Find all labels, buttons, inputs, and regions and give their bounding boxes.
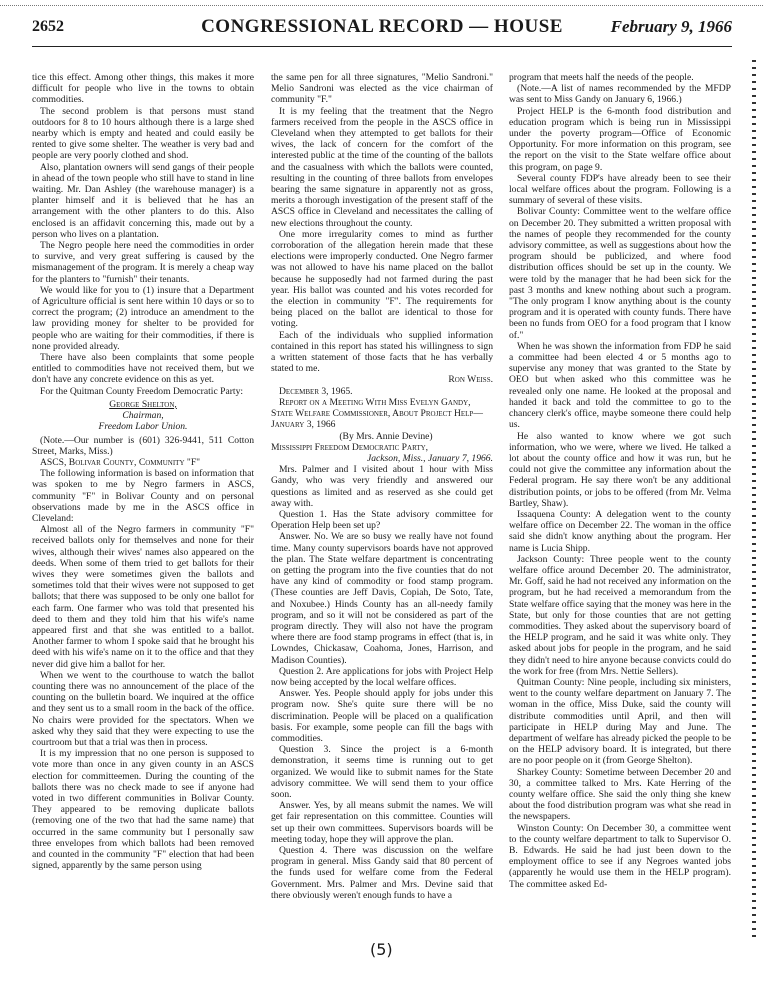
top-dotted-rule xyxy=(0,5,763,6)
paragraph: We would like for you to (1) insure that a Department of Agriculture official is sent here within 10 days or so to correct the program; (2) introduce an amendment to the law providing money for shelter to be provided for people who are waiting for their commodities, if there is none provided already. xyxy=(32,284,254,352)
paragraph: Mrs. Palmer and I visited about 1 hour with Miss Gandy, who was very friendly and answered our questions as limited and as reserved as she could get away with. xyxy=(271,464,493,509)
signatory-title: Chairman, xyxy=(122,410,164,422)
paragraph: Bolivar County: Committee went to the welfare office on December 20. They submitted a written proposal with the names of people they recommended for the county advisory committee, as well as suggestions about how the program should be publicized, and where food distribution offices should be set up in the county. We were told by the manager that he had been sick for the past 3 months and knew nothing about such a program. "The only program I know anything about is the county program and it is operated with county funds. There have been no funds from OEO for a food program that I know of." xyxy=(509,206,731,341)
signatory-name: Ron Weiss. xyxy=(448,374,493,386)
paragraph: Almost all of the Negro farmers in community "F" received ballots only for themselves and none for their wives, although their wives' names also appeared on the deeds. When some of them tried to get ballots for their wives they were sometimes given the ballots and sometimes told that their wives were not supposed to get ballots; that there was supposed to be only one ballot for each farm. One farmer who was told that presented his deed to them and they told him that his wife's name appeared first and that she was entitled to a ballot. Another farmer to whom I spoke said that he brought his deed with his wife's name on it to the office and that they never did give him a ballot for her. xyxy=(32,524,254,670)
note: (Note.—A list of names recommended by the MFDP was sent to Miss Gandy on January 6, 1966.) xyxy=(509,83,731,106)
header-rule xyxy=(32,46,732,47)
page-number: 2652 xyxy=(32,18,64,35)
paragraph: tice this effect. Among other things, this makes it more difficult for people who live in the towns to obtain commodities. xyxy=(32,72,254,106)
page-header xyxy=(32,14,732,46)
paragraph: One more irregularity comes to mind as further corroboration of the allegation herein made that these elections were improperly conducted. One Negro farmer was not allowed to have his name placed on the ballot because he supposedly had not farmed during the past year. His ballot was counted and his votes recorded for the election in community "F". The requirements for being placed on the ballot are identical to those for voting. xyxy=(271,228,493,330)
document-date: December 3, 1965. xyxy=(279,385,353,397)
paragraph: Several county FDP's have already been to see their local welfare offices about the program. Following is a summary of several of these visits. xyxy=(509,172,731,207)
paragraph: Quitman County: Nine people, including six ministers, went to the county welfare department on January 7. The woman in the office, Miss Duke, said the county will distribute commodities until April, and then will participate in HELP during May and June. The department of welfare has already picked the people to be on the HELP advisory board. It is integrated, but there are no poor people on it (from George Shelton). xyxy=(509,676,731,767)
paragraph: When we went to the courthouse to watch the ballot counting there was no announcement of the place of the counting on the bulletin board. We inquired at the office and they sent us to a small room in the back of the office. No chairs were provided for the spectators. When we asked why they said that they were expecting to use the courtroom but that a trial was then in process. xyxy=(32,669,254,748)
paragraph: The following information is based on information that was spoken to me by Negro farmers in ASCS, community "F" in Bolivar County and on personal observations made by me in the ASCS office in Cleveland: xyxy=(32,468,254,524)
publication-title: CONGRESSIONAL RECORD — HOUSE xyxy=(201,16,563,37)
paragraph: Issaquena County: A delegation went to the county welfare office on December 22. The woman in the office said she didn't know anything about the program. Her name is Lucia Shipp. xyxy=(509,508,731,554)
dateline: Jackson, Miss., January 7, 1966. xyxy=(366,452,493,464)
page-footer-mark: (5) xyxy=(370,940,393,959)
paragraph: Jackson County: Three people went to the county welfare office around December 20. The administrator, Mr. Goff, said he had not received any information on the program, but he had received a memorandum from the State welfare office saying that the money was here in the State, but only for those counties that are not getting commodities. They asked about the supervisory board of the HELP program, and he said it was white only. They asked about jobs for people in the program, and he said they didn't need to hire anyone because convicts could do the work for free (from Mrs. Nettie Sellers). xyxy=(509,553,731,677)
paragraph: Answer. No. We are so busy we really have not found time. Many county supervisors boards have not approved the plan. The State welfare department is concentrating on getting the program into the five counties that do not have any kind of commodity or food stamp program. (These counties are Jeff Davis, Copiah, De Soto, Tate, and Noxubee.) Hinds County has an all-needy family program, and so it will not be considered as part of the program directly. They will also not have the program where there are food stamp programs in effect (that is, in Lowndes, Chickasaw, Coahoma, Jones, Harrison, and Madison Counties). xyxy=(271,531,493,666)
paragraph: Answer. Yes, by all means submit the names. We will get fair representation on this committee. Counties will set up their own committees. Supervisors boards will be meeting today, hope they will approve the plan. xyxy=(271,800,493,845)
paragraph: Question 4. There was discussion on the welfare program in general. Miss Gandy said that 80 percent of the funds used for welfare come from the Federal Government. Mrs. Palmer and Mrs. Devine said that there obviously weren't enough funds to have a xyxy=(271,845,493,901)
paragraph: Answer. Yes. People should apply for jobs under this program now. She's quite sure there will be no discrimination. People will be placed on a qualification basis. For example, some people can fill the bags with commodities. xyxy=(271,688,493,744)
paragraph: The second problem is that persons must stand outdoors for 8 to 10 hours although there is a large shed nearby which is empty and heated and could easily be rented to give some shelter. The weather is very bad and people are very poorly clothed and shod. xyxy=(32,105,254,162)
signatory-name: George Shelton, xyxy=(109,398,177,410)
paragraph: There have also been complaints that some people entitled to commodities have not received them, but we don't have any concrete evidence on this as yet. xyxy=(32,352,254,386)
organization-name: Mississippi Freedom Democratic Party, xyxy=(271,441,429,453)
column-1 xyxy=(32,72,254,952)
paragraph: He also wanted to know where we got such information, who we were, where we lived. He talked a lot about the county office and how it was run, but he could not give the committee any information about the Federal program. He say there won't be any additional distribution points, or jobs to be offered (from Mr. Velma Bartley, Shaw). xyxy=(509,430,731,509)
signatory-organization: Freedom Labor Union. xyxy=(98,421,188,433)
paragraph: Sharkey County: Sometime between December 20 and 30, a committee talked to Mrs. Kate Herring of the county welfare office. She said the only thing she knew about the food distribution program was what she read in the newspapers. xyxy=(509,766,731,823)
paragraph: For the Quitman County Freedom Democratic Party: xyxy=(40,385,244,397)
paragraph: It is my impression that no one person is supposed to vote more than once in any given county in an ASCS election for committeemen. During the counting of the ballots there was no check made to see if anyone had voted in two different communities in Bolivar County. They appeared to be removing duplicate ballots (removing one of the two that had the same name) that occurred in the same community but I personally saw three envelopes from which ballots had been removed and counted in the community "F" election that had been signed, apparently by the same person using xyxy=(32,748,254,872)
byline: (By Mrs. Annie Devine) xyxy=(339,430,433,442)
column-3 xyxy=(509,72,731,952)
paragraph: Each of the individuals who supplied information contained in this report has stated his willingness to sign a written statement of those facts that he has verbally stated to me. xyxy=(271,329,493,375)
paragraph: When he was shown the information from FDP he said a committee had been elected 4 or 5 months ago to supervise any money that was granted to the State by OEO but when asked who this committee was he revealed only one name. He looked at the proposal and handed it back and told the committee to go to the chancery clerk's office, maybe someone there could help us. xyxy=(509,340,731,431)
paragraph: Project HELP is the 6-month food distribution and education program which is being run in Mississippi under the poverty program—Office of Economic Opportunity. For more information on this program, see the report on the visit to the State welfare office about this program, on page 9. xyxy=(509,105,731,173)
paragraph: Question 3. Since the project is a 6-month demonstration, it seems time is running out to get organized. We would like to submit names for the State advisory committee. We will send them to your office soon. xyxy=(271,744,493,800)
paragraph: the same pen for all three signatures, "Melio Sandroni." Melio Sandroni was elected as the vice chairman of community "F." xyxy=(271,72,493,106)
note: (Note.—Our number is (601) 326-9441, 511 Cotton Street, Marks, Miss.) xyxy=(32,434,254,457)
paragraph: Also, plantation owners will send gangs of their people in ahead of the town people who still have to stand in line waiting. Mr. Dan Ashley (the warehouse manager) is a planter himself and it is believed that he has an arrangement with the other planters to do this. Also enclosed is an affidavit concerning this, made out by a person who lives on a plantation. xyxy=(32,161,254,240)
scan-edge-marks xyxy=(752,60,756,940)
paragraph: Question 2. Are applications for jobs with Project Help now being accepted by the local welfare offices. xyxy=(271,665,493,688)
issue-date: February 9, 1966 xyxy=(610,17,732,36)
paragraph: Question 1. Has the State advisory committee for Operation Help been set up? xyxy=(271,508,493,532)
report-heading: Report on a Meeting With Miss Evelyn Gandy, State Welfare Commissioner, About Project Help—January 3, 1966 xyxy=(271,396,483,431)
paragraph: Winston County: On December 30, a committee went to the county welfare department to talk to Supervisor O. B. Edwards. He said he had just been down to the employment office to see if any Negroes wanted jobs (apparently he would use them in the HELP program). The committee asked Ed- xyxy=(509,822,731,890)
signature-block xyxy=(32,399,254,433)
paragraph: The Negro people here need the commodities in order to survive, and very great suffering is caused by the mismanagement of the program. It is merely a cheap way for the planters to "furnish" their tenants. xyxy=(32,240,254,285)
paragraph: program that meets half the needs of the people. xyxy=(509,72,694,83)
section-heading: ASCS, Bolivar County, Community "F" xyxy=(40,456,201,468)
column-2 xyxy=(271,72,493,952)
paragraph: It is my feeling that the treatment that the Negro farmers received from the people in the ASCS office in Cleveland when they attempted to get ballots for their wives, the lack of concern for the comfort of the interested public at the time of the counting of the ballots and the casualness with which the ballots were counted, resulting in the counting of three ballots from envelopes bearing the same signature in apparently not as gross, merits a thorough investigation of the present staff of the ASCS office in Cleveland and necessitates the calling of new elections throughout the county. xyxy=(271,105,493,229)
